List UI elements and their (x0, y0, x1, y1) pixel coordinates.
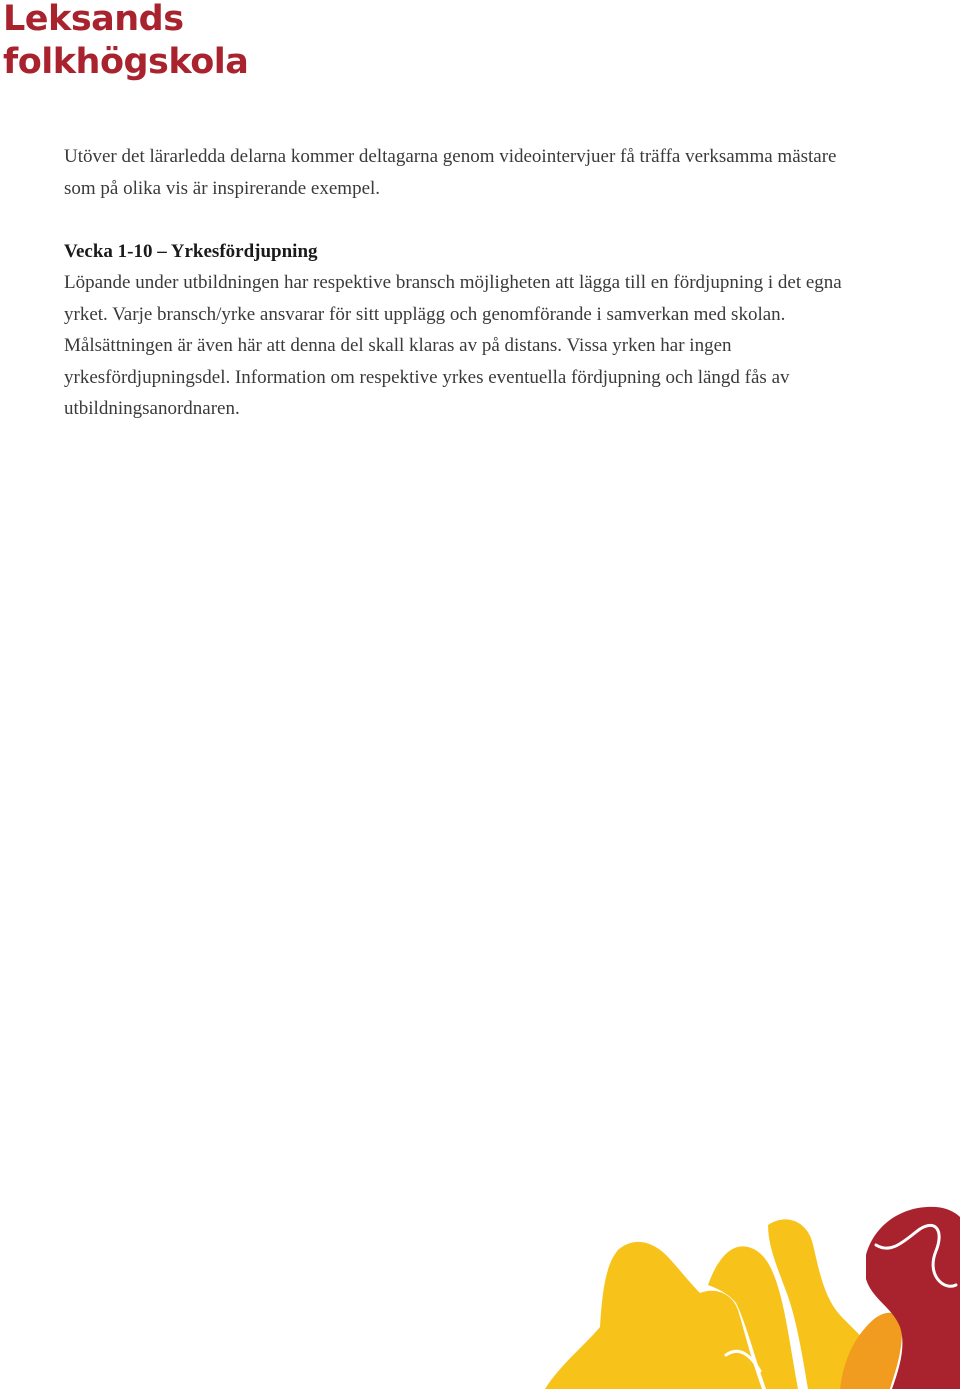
logo-line-1: Leksands (3, 0, 184, 39)
section-paragraph: Löpande under utbildningen har respektive bransch möjligheten att lägga till en fördjupning i det egna yrket. Varje bransch/yrke ansvarar för sitt upplägg och genomförande i samverkan med skolan. Målsättningen är även här att denna del skall klaras av på distans. Vissa yrken har ingen yrkesfördjupningsdel. Information om respektive yrkes eventuella fördjupning och längd fås av utbildningsanordnaren. (64, 272, 842, 419)
intro-paragraph: Utöver det lärarledda delarna kommer deltagarna genom videointervjuer få träffa verksamma mästare som på olika vis är inspirerande exempel. (64, 146, 837, 199)
decorative-brand-graphic (540, 1195, 960, 1389)
logo-line-2: folkhögskola (3, 42, 249, 82)
school-logo (3, 0, 248, 84)
document-body (64, 141, 864, 425)
section-heading: Vecka 1-10 – Yrkesfördjupning (64, 240, 318, 262)
